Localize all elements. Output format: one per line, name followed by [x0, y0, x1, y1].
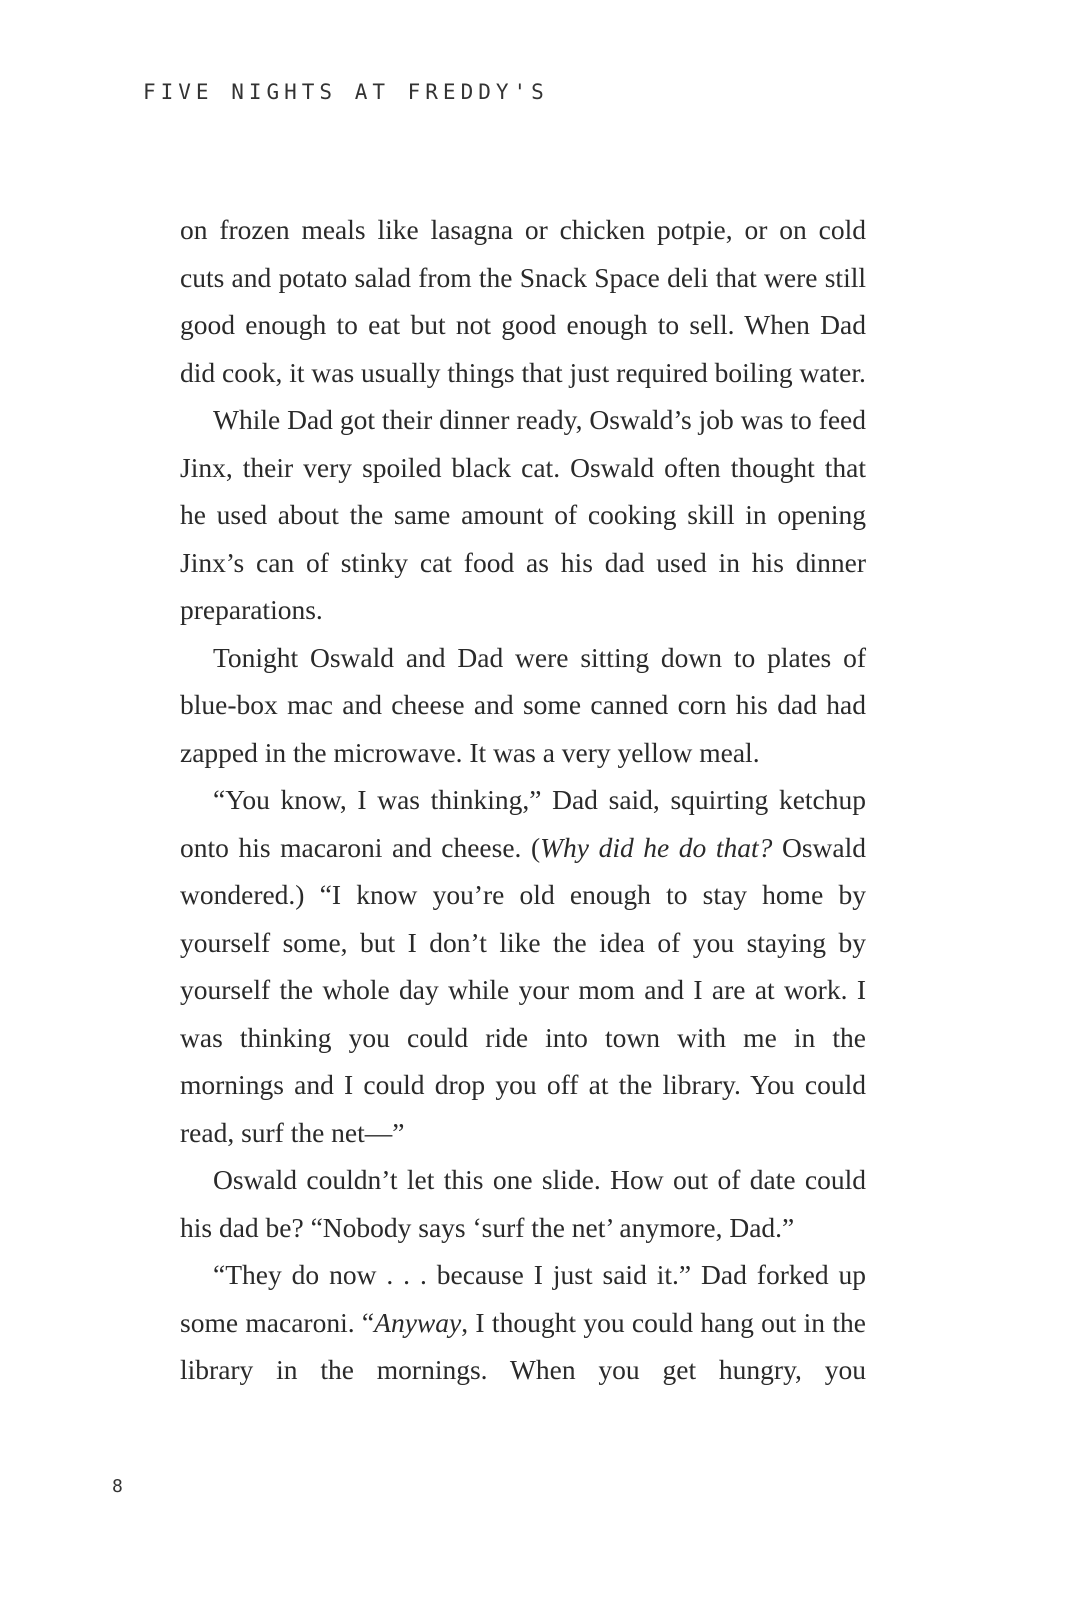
- paragraph-text: Tonight Oswald and Dad were sitting down to plates of blue-box mac and cheese and some canned corn his dad had zapped in the microwave. It was a very yellow meal.: [180, 641, 866, 768]
- paragraph: [180, 634, 866, 777]
- paragraph: [180, 776, 866, 1156]
- paragraph: [180, 1156, 866, 1251]
- body-text: [180, 206, 866, 1394]
- paragraph-text: “They do now . . . because I just said it.” Dad forked up some macaroni. “: [180, 1259, 866, 1338]
- paragraph: [180, 1251, 866, 1394]
- paragraph-text: While Dad got their dinner ready, Oswald’s job was to feed Jinx, their very spoiled black cat. Oswald often thought that he used about the same amount of cooking skill in opening Jinx’s can of stinky cat food as his dad used in his dinner preparations.: [180, 404, 866, 625]
- italic-text: Why did he do that?: [540, 831, 773, 863]
- running-head: FIVE NIGHTS AT FREDDY'S: [143, 80, 549, 104]
- paragraph-text: Oswald couldn’t let this one slide. How out of date could his dad be? “Nobody says ‘surf the net’ anymore, Dad.”: [180, 1164, 866, 1243]
- paragraph-text: Oswald wondered.) “I know you’re old enough to stay home by yourself some, but I don’t like the idea of you staying by yourself the whole day while your mom and I are at work. I was thinking you could ride into town with me in the mornings and I could drop you off at the library. You could read, surf the net—”: [180, 831, 866, 1148]
- italic-text: Anyway: [374, 1306, 462, 1338]
- paragraph-text: on frozen meals like lasagna or chicken potpie, or on cold cuts and potato salad from the Snack Space deli that were still good enough to eat but not good enough to sell. When Dad did cook, it was usually things that just required boiling water.: [180, 214, 866, 388]
- paragraph-text: “You know, I was thinking,” Dad said, squirting ketchup onto his macaroni and cheese. (: [180, 784, 866, 863]
- page-number: 8: [112, 1476, 123, 1497]
- paragraph: [180, 206, 866, 396]
- paragraph: [180, 396, 866, 634]
- paragraph-text: , I thought you could hang out in the library in the mornings. When you get hungry, you: [180, 1306, 866, 1385]
